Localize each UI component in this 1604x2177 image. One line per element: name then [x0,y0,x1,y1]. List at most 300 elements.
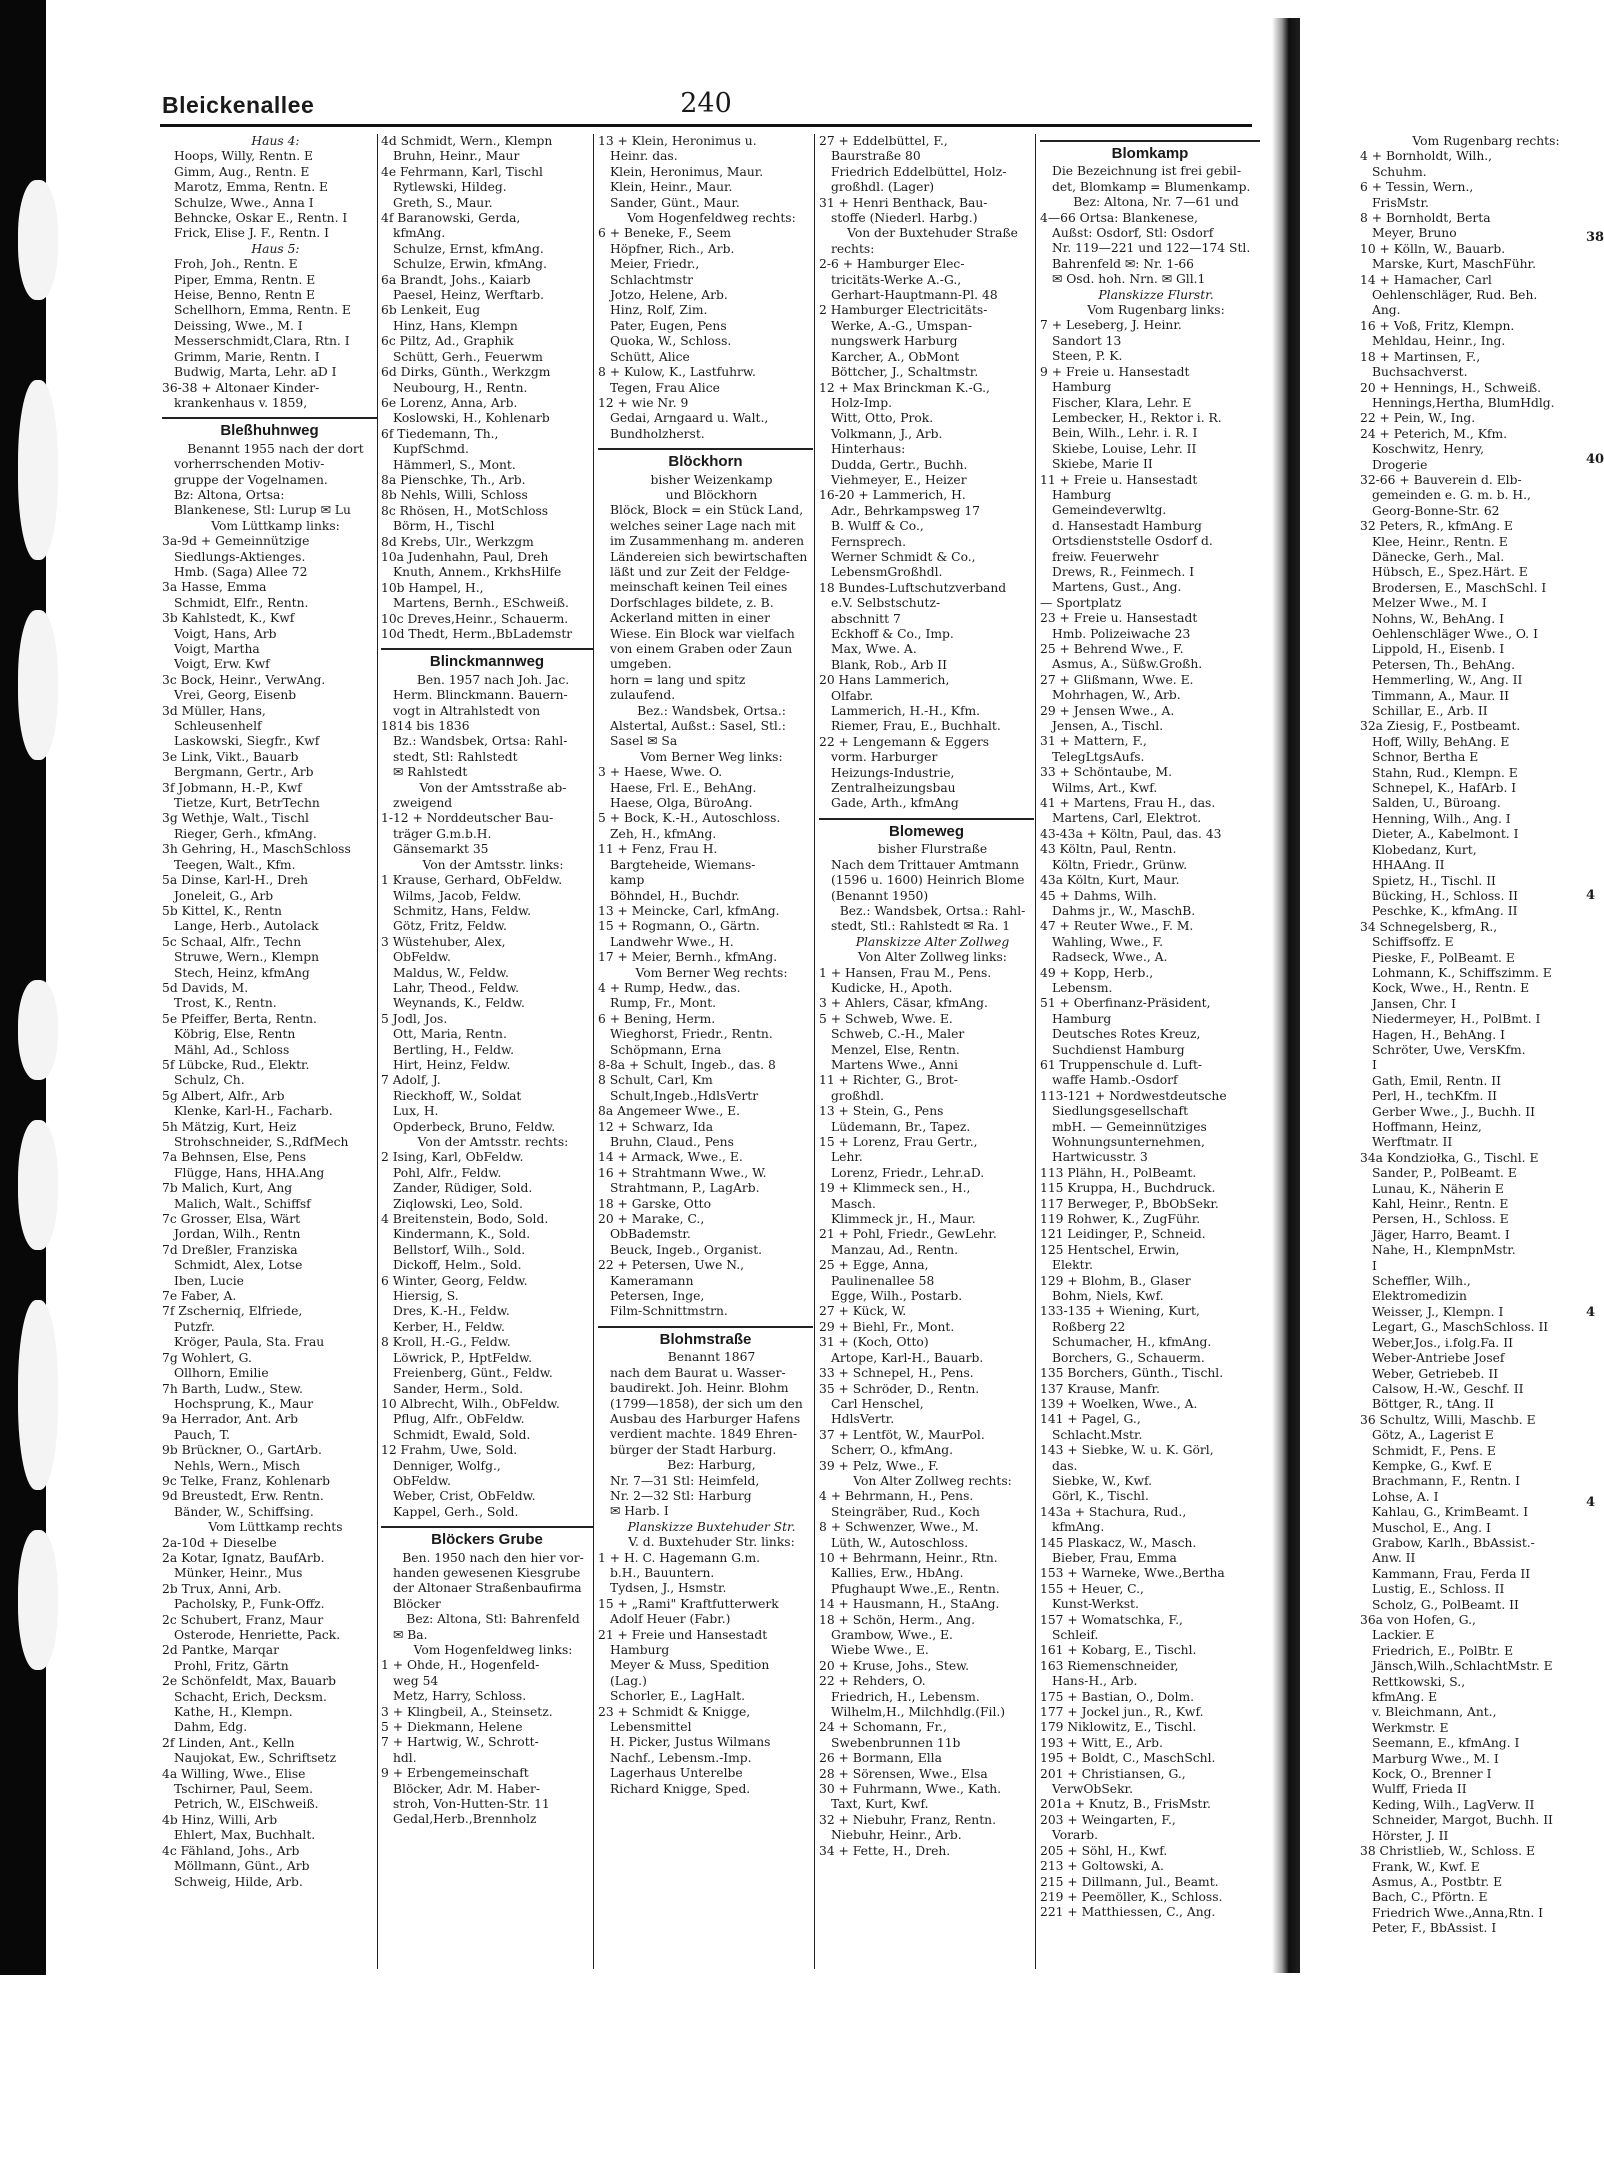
directory-entry: Sasel ✉ Sa [610,734,678,749]
directory-entry: 7a Behnsen, Else, Pens [162,1150,307,1165]
directory-entry: 8 + Bornholdt, Berta [1360,211,1491,226]
directory-entry: Eckhoff & Co., Imp. [831,627,954,641]
directory-entry: Köbrig, Else, Rentn [174,1027,296,1042]
book-gutter-shadow [1272,18,1300,1973]
directory-entry: Wiese. Ein Block war vielfach [610,626,795,641]
directory-entry: Bellstorf, Wilh., Sold. [393,1242,526,1257]
directory-entry: Schlacht.Mstr. [1052,1427,1143,1442]
directory-entry: 177 + Jockel jun., R., Kwf. [1040,1705,1204,1720]
directory-entry: 6a Brandt, Johs., Kaiarb [381,272,531,287]
directory-entry: Weber, Crist, ObFeldw. [393,1489,536,1504]
directory-entry: 25 + Behrend Wwe., F. [1040,642,1184,656]
column-divider [377,134,378,1969]
directory-entry: Schnor, Bertha E [1372,750,1479,765]
directory-entry: 27 + Glißmann, Wwe. E. [1040,672,1194,687]
directory-entry: Schuhm. [1372,164,1427,179]
directory-entry: 16 + Voß, Fritz, Klempn. [1360,318,1515,333]
directory-entry: 8a Pienschke, Th., Arb. [381,472,526,487]
directory-entry: 11 + Richter, G., Brot- [819,1073,958,1088]
directory-entry: Voigt, Martha [174,642,260,656]
directory-entry: Prohl, Fritz, Gärtn [174,1658,289,1673]
directory-entry: 143 + Siebke, W. u. K. Görl, [1040,1443,1214,1458]
directory-entry: Pohl, Alfr., Feldw. [393,1165,502,1180]
directory-entry: Vrei, Georg, Eisenb [174,688,297,703]
directory-entry: Schneider, Margot, Buchh. II [1372,1813,1553,1828]
directory-entry: 175 + Bastian, O., Dolm. [1040,1689,1195,1704]
directory-entry: Vom Hogenfeldweg links: [413,1643,573,1657]
directory-entry: Haese, Frl. E., BehAng. [610,780,757,795]
directory-entry: 30 + Fuhrmann, Wwe., Kath. [819,1782,1002,1797]
directory-entry: Wilms, Jacob, Feldw. [393,888,522,903]
directory-entry: 51 + Oberfinanz-Präsident, [1040,996,1211,1011]
directory-entry: Haus 5: [251,241,300,256]
directory-entry: Budwig, Marta, Lehr. aD I [174,365,337,380]
directory-entry: ObBademstr. [610,1227,691,1242]
directory-entry: Werftmatr. II [1372,1135,1453,1150]
directory-entry: Suchdienst Hamburg [1052,1042,1185,1057]
directory-entry: 5g Albert, Alfr., Arb [162,1088,285,1103]
directory-entry: 2a Kotar, Ignatz, BaufArb. [162,1550,325,1565]
directory-entry: Schweb, C.-H., Maler [831,1027,965,1042]
directory-entry: Osterode, Henriette, Pack. [174,1628,341,1642]
directory-entry: 10 Albrecht, Wilh., ObFeldw. [381,1396,560,1411]
directory-entry: Mähl, Ad., Schloss [174,1042,290,1057]
directory-entry: Bz.: Wandsbek, Ortsa: Rahl- [393,734,568,749]
directory-entry: Strohschneider, S.,RdfMech [174,1135,349,1149]
directory-entry: 5c Schaal, Alfr., Techn [162,934,302,949]
directory-entry: 6d Dirks, Günth., Werkzgm [381,365,551,380]
directory-entry: Von Alter Zollweg rechts: [853,1473,1012,1488]
directory-entry: Piper, Emma, Rentn. E [174,272,316,287]
directory-entry: 9c Telke, Franz, Kohlenarb [162,1473,330,1488]
directory-entry: Marburg Wwe., M. I [1372,1751,1499,1766]
directory-entry: Nr. 119—221 und 122—174 Stl. [1052,241,1251,256]
directory-entry: stroh, Von-Hutten-Str. 11 [393,1797,550,1812]
directory-entry: 2f Linden, Ant., Kelln [162,1735,295,1750]
directory-entry: Olfabr. [831,688,874,703]
directory-entry: Schütt, Alice [610,349,690,364]
directory-entry: baudirekt. Joh. Heinr. Blohm [610,1381,789,1396]
directory-entry: Hinz, Rolf, Zim. [610,303,708,318]
directory-entry: H. Picker, Justus Wilmans [610,1735,771,1750]
directory-entry: 7 + Leseberg, J. Heinr. [1040,318,1182,333]
directory-entry: Buchsachverst. [1372,365,1468,380]
directory-entry: 28 + Sörensen, Wwe., Elsa [819,1766,988,1781]
directory-entry: 10 + Kölln, W., Bauarb. [1360,241,1506,256]
directory-entry: Ben. 1957 nach Joh. Jac. [416,672,570,687]
directory-entry: 2-6 + Hamburger Elec- [819,257,965,272]
directory-entry: 195 + Boldt, C., MaschSchl. [1040,1751,1216,1766]
directory-entry: Heizungs-Industrie, [831,765,955,780]
directory-entry: Ausbau des Harburger Hafens [610,1411,801,1426]
directory-entry: Holz-Imp. [831,395,892,410]
directory-entry: 49 + Kopp, Herb., [1040,965,1154,980]
directory-entry: 1 + H. C. Hagemann G.m. [598,1550,761,1565]
directory-entry: Vom Berner Weg links: [640,749,783,764]
directory-entry: 18 + Schön, Herm., Ang. [819,1612,975,1627]
directory-entry: Jäger, Harro, Beamt. I [1372,1227,1510,1242]
directory-entry: Schulze, Erwin, kfmAng. [393,257,547,272]
directory-entry: Blöcker [393,1596,441,1611]
directory-entry: 7 + Hartwig, W., Schrott- [381,1735,539,1750]
directory-entry: 3 Wüstehuber, Alex, [381,934,506,949]
directory-entry: Ollhorn, Emilie [174,1366,269,1381]
directory-entry: Bein, Wilh., Lehr. i. R. I [1052,426,1198,441]
directory-entry: 4c Fähland, Johs., Arb [162,1843,300,1858]
directory-entry: Blöck, Block = ein Stück Land, [610,503,804,518]
directory-entry: Hartwicusstr. 3 [1052,1150,1148,1165]
directory-entry: Wiebe Wwe., E. [831,1643,929,1658]
directory-entry: Bieber, Frau, Emma [1052,1550,1177,1565]
directory-entry: Böttger, R., tAng. II [1372,1397,1494,1412]
directory-entry: Dieter, A., Kabelmont. I [1372,827,1519,842]
directory-entry: Benannt 1867 [667,1350,756,1365]
directory-entry: 7e Faber, A. [162,1289,237,1304]
directory-entry: (Benannt 1950) [831,888,929,903]
directory-entry: Struwe, Wern., Klempn [174,950,320,965]
directory-entry: 45 + Dahms, Wilh. [1040,888,1157,903]
directory-entry: Bohm, Niels, Kwf. [1052,1289,1164,1304]
directory-entry: Vorarb. [1052,1828,1099,1843]
directory-entry: 215 + Dillmann, Jul., Beamt. [1040,1874,1219,1889]
directory-entry: 32a Ziesig, F., Postbeamt. [1360,719,1521,734]
directory-entry: Jänsch,Wilh.,SchlachtMstr. E [1372,1659,1553,1674]
directory-entry: 6 + Bening, Herm. [598,1011,716,1026]
directory-entry: bisher Weizenkamp [650,472,773,487]
directory-entry: Bergmann, Gertr., Arb [174,765,314,780]
street-heading: Blomkamp [1040,140,1260,161]
directory-entry: Landwehr Wwe., H. [610,934,734,949]
directory-entry: kfmAng. [1052,1520,1105,1535]
directory-entry: Alstertal, Außst.: Sasel, Stl.: [610,719,786,734]
directory-entry: 36a von Hofen, G., [1360,1613,1476,1627]
directory-entry: Hennings,Hertha, BlumHdlg. [1372,395,1555,410]
directory-entry: 4b Hinz, Willi, Arb [162,1812,278,1827]
directory-entry: Ott, Maria, Rentn. [393,1027,507,1042]
directory-entry: 6 + Tessin, Wern., [1360,180,1474,195]
directory-entry: 14 + Armack, Wwe., E. [598,1150,743,1165]
directory-entry: im Zusammenhang m. anderen [610,534,805,549]
directory-entry: Baurstraße 80 [831,149,921,164]
directory-entry: Bruhn, Claud., Pens [610,1135,734,1149]
next-page-column [1360,134,1600,1974]
directory-entry: Die Bezeichnung ist frei gebil- [1052,164,1242,179]
directory-entry: Jotzo, Helene, Arb. [610,288,728,303]
directory-entry: 2c Schubert, Franz, Maur [162,1612,324,1627]
directory-entry: Dres, K.-H., Feldw. [393,1304,510,1319]
directory-entry: 203 + Weingarten, F., [1040,1812,1176,1827]
directory-entry: Schlachtmstr [610,272,694,287]
directory-entry: Meyer, Bruno [1372,226,1457,241]
directory-entry: Hoops, Willy, Rentn. E [174,149,313,164]
directory-entry: Gänsemarkt 35 [393,842,489,857]
directory-entry: Bz: Altona, Ortsa: [174,487,285,502]
directory-entry: 2b Trux, Anni, Arb. [162,1581,282,1596]
directory-entry: 141 + Pagel, G., [1040,1412,1141,1427]
directory-entry: gemeinden e. G. m. b. H., [1372,488,1531,503]
directory-entry: Riemer, Frau, E., Buchhalt. [831,719,1001,734]
directory-entry: ObFeldw. [393,950,451,965]
directory-entry: handen gewesenen Kiesgrube [393,1565,581,1580]
directory-entry: 13 + Klein, Heronimus u. [598,134,757,148]
directory-entry: Max, Wwe. A. [831,642,917,657]
directory-entry: Skiebe, Louise, Lehr. II [1052,441,1197,456]
directory-entry: Oehlenschläger, Rud. Beh. [1372,288,1538,303]
directory-entry: Lorenz, Friedr., Lehr.aD. [831,1165,985,1180]
directory-entry: Elektromedizin [1372,1289,1467,1304]
directory-entry: 157 + Womatschka, F., [1040,1612,1183,1627]
directory-entry: Nohns, W., BehAng. I [1372,611,1504,626]
directory-entry: 113-121 + Nordwestdeutsche [1040,1088,1227,1103]
directory-entry: Wilms, Art., Kwf. [1052,780,1158,795]
directory-entry: 5a Dinse, Karl-H., Dreh [162,873,309,888]
directory-entry: 22 + Petersen, Uwe N., [598,1258,745,1273]
directory-entry: Rettkowski, S., [1372,1674,1466,1689]
directory-entry: 219 + Peemöller, K., Schloss. [1040,1889,1223,1904]
directory-entry: nach dem Baurat u. Wasser- [610,1365,786,1380]
directory-entry: 11 + Fenz, Frau H. [598,842,718,857]
directory-entry: 1814 bis 1836 [381,719,470,734]
directory-entry: 9 + Erbengemeinschaft [381,1766,529,1781]
directory-entry: Weynands, K., Feldw. [393,996,525,1011]
directory-entry: Artope, Karl-H., Bauarb. [831,1350,984,1365]
directory-entry: 115 Kruppa, H., Buchdruck. [1040,1181,1216,1196]
directory-entry: 137 Krause, Manfr. [1040,1381,1160,1396]
directory-entry: Radseck, Wwe., A. [1052,950,1168,965]
directory-entry: Bundholzherst. [610,426,705,441]
directory-entry: Zander, Rüdiger, Sold. [393,1181,533,1196]
directory-entry: Perl, H., techKfm. II [1372,1089,1498,1104]
directory-entry: Schacht, Erich, Decksm. [174,1689,327,1704]
directory-entry: Schmitz, Hans, Feldw. [393,903,532,918]
directory-entry: 8-8a + Schult, Ingeb., das. 8 [598,1057,776,1072]
directory-entry: Hochsprung, K., Maur [174,1396,314,1411]
directory-entry: 20 + Kruse, Johs., Stew. [819,1658,970,1673]
directory-entry: stedt, Stl: Rahlstedt [393,749,518,764]
directory-entry: 3d Müller, Hans, [162,703,266,718]
directory-entry: Dahms jr., W., MaschB. [1052,903,1196,918]
directory-entry: Görl, K., Tischl. [1052,1489,1149,1504]
directory-entry: 41 + Martens, Frau H., das. [1040,796,1216,811]
directory-entry: Meyer & Muss, Spedition [610,1658,770,1673]
directory-entry: Maldus, W., Feldw. [393,965,509,980]
directory-entry: Frick, Elise J. F., Rentn. I [174,226,329,241]
directory-entry: Anw. II [1372,1551,1416,1566]
directory-entry: Lunau, K., Näherin E [1372,1181,1504,1196]
directory-entry: Schmidt, Elfr., Rentn. [174,595,309,610]
directory-entry: Schweig, Hilde, Arb. [174,1874,303,1889]
directory-entry: Lüdemann, Br., Tapez. [831,1119,971,1134]
directory-entry: Schütt, Gerh., Feuerwm [393,349,543,364]
directory-entry: und Blöckhorn [665,487,758,502]
directory-entry: bisher Flurstraße [877,842,988,857]
directory-entry: Von der Amtsstr. links: [422,857,564,872]
directory-entry: Jansen, Chr. I [1372,996,1457,1011]
directory-entry: Lebensm. [1052,980,1113,995]
directory-entry: Seemann, E., kfmAng. I [1372,1736,1520,1751]
directory-entry: 3h Gehring, H., MaschSchloss [162,842,351,857]
directory-entry: Friedrich, H., Lebensm. [831,1689,980,1704]
directory-entry: 20 + Marake, C., [598,1212,705,1227]
directory-entry: 7b Malich, Kurt, Ang [162,1181,293,1196]
directory-entry: Herm. Blinckmann. Bauern- [393,688,568,703]
directory-entry: Persen, H., Schloss. E [1372,1212,1509,1227]
directory-entry: Kindermann, K., Sold. [393,1227,531,1242]
directory-entry: umgeben. [610,657,672,672]
directory-entry: 34a Kondziołka, G., Tischl. E [1360,1150,1539,1165]
directory-entry: das. [1052,1458,1078,1473]
directory-entry: 7 Adolf, J. [381,1073,441,1088]
directory-entry: Richard Knigge, Sped. [610,1781,751,1796]
directory-entry: 34 + Fette, H., Dreh. [819,1843,951,1858]
directory-entry: Schiffsoffz. E [1372,935,1454,950]
margin-number: 4 [1586,1305,1596,1320]
directory-entry: 3e Link, Vikt., Bauarb [162,749,299,764]
directory-entry: Froh, Joh., Rentn. E [174,257,298,272]
directory-entry: Schillar, E., Arb. II [1372,704,1488,719]
directory-entry: Kahl, Heinr., Rentn. E [1372,1197,1509,1212]
directory-entry: Dickoff, Helm., Sold. [393,1258,522,1273]
directory-entry: 9a Herrador, Ant. Arb [162,1412,298,1427]
directory-entry: 1 + Hansen, Frau M., Pens. [819,965,992,980]
directory-entry: 22 + Pein, W., Ing. [1360,411,1476,426]
directory-column-3 [598,134,813,1974]
directory-entry: Scheffler, Wilh., [1372,1274,1471,1289]
directory-entry: 8c Rhösen, H., MotSchloss [381,503,549,518]
directory-entry: Münker, Heinr., Mus [174,1566,303,1581]
directory-entry: Hans-H., Arb. [1052,1674,1138,1689]
directory-entry: Peschke, K., kfmAng. II [1372,904,1518,919]
directory-entry: Georg-Bonne-Str. 62 [1372,503,1500,518]
directory-entry: 33 + Schöntaube, M. [1040,765,1172,780]
directory-entry: Egge, Wilh., Postarb. [831,1289,963,1304]
directory-entry: Jensen, A., Tischl. [1052,719,1164,734]
directory-entry: 19 + Klimmeck sen., H., [819,1181,971,1196]
directory-entry: 23 + Schmidt & Knigge, [598,1704,751,1719]
directory-entry: Planskizze Buxtehuder Str. [627,1519,796,1534]
directory-entry: 1 Krause, Gerhard, ObFeldw. [381,873,563,888]
directory-entry: Fischer, Klara, Lehr. E [1052,395,1192,410]
directory-entry: Borchers, G., Schauerm. [1052,1350,1205,1365]
directory-entry: Pfughaupt Wwe.,E., Rentn. [831,1581,1000,1596]
directory-entry: 15 + Lorenz, Frau Gertr., [819,1135,978,1149]
directory-entry: Martens, Bernh., ESchweiß. [393,596,569,611]
directory-entry: Pauch, T. [174,1427,230,1442]
directory-entry: 3 + Haese, Wwe. O. [598,765,723,780]
directory-entry: Stahn, Rud., Klempn. E [1372,765,1518,780]
directory-entry: Neubourg, H., Rentn. [393,380,528,395]
directory-entry: Bez.: Wandsbek, Ortsa.: Rahl- [839,903,1026,918]
street-heading: Blöckers Grube [381,1526,593,1547]
directory-entry: Vom Rugenbarg rechts: [1412,134,1560,148]
directory-entry: Grabow, Karlh., BbAssist.- [1372,1535,1535,1550]
directory-column-2 [381,134,593,1974]
directory-entry: 205 + Söhl, H., Kwf. [1040,1843,1168,1858]
directory-entry: Vom Hogenfeldweg rechts: [627,211,796,226]
directory-entry: Behncke, Oskar E., Rentn. I [174,211,348,226]
directory-entry: Bez: Altona, Nr. 7—61 und [1073,195,1239,210]
directory-entry: Paulinenallee 58 [831,1273,935,1288]
directory-entry: Martens, Gust., Ang. [1052,580,1182,595]
directory-entry: Petrich, W., ElSchweiß. [174,1797,319,1812]
directory-entry: 155 + Heuer, C., [1040,1581,1144,1596]
directory-entry: 4f Baranowski, Gerda, [381,211,521,226]
directory-entry: 12 + wie Nr. 9 [598,395,689,410]
directory-entry: 20 Hans Lammerich, [819,673,950,688]
directory-entry: Börm, H., Tischl [393,519,495,534]
directory-entry: 6b Lenkeit, Eug [381,303,481,318]
directory-entry: Lohse, A. I [1372,1489,1439,1504]
directory-entry: Wilhelm,H., Milchhdlg.(Fil.) [831,1705,1006,1720]
directory-entry: welches seiner Lage nach mit [610,518,796,533]
directory-entry: 15 + „Rami" Kraftfutterwerk [598,1596,779,1611]
directory-entry: Schnepel, K., HafArb. I [1372,781,1517,796]
directory-entry: Pacholsky, P., Funk-Offz. [174,1597,325,1612]
margin-number: 38 [1586,230,1604,245]
directory-entry: 6 Winter, Georg, Feldw. [381,1273,528,1288]
directory-entry: d. Hansestadt Hamburg [1052,518,1202,533]
directory-entry: Siebke, W., Kwf. [1052,1473,1153,1488]
directory-entry: Lohmann, K., Schiffszimm. E [1372,965,1552,980]
page-number: 240 [680,88,732,119]
directory-entry: 8 Schult, Carl, Km [598,1073,713,1088]
directory-entry: Bargteheide, Wiemans- [610,857,756,872]
directory-entry: Frank, W., Kwf. E [1372,1859,1480,1874]
directory-entry: Götz, A., Lagerist E [1372,1428,1494,1443]
directory-entry: Hiersig, S. [393,1289,459,1304]
directory-entry: Steingräber, Rud., Koch [831,1504,980,1519]
directory-entry: 4d Schmidt, Wern., Klempn [381,134,553,148]
directory-entry: Haese, Olga, BüroAng. [610,796,753,811]
directory-entry: Adr., Behrkampsweg 17 [831,503,980,518]
directory-entry: Dänecke, Gerh., Mal. [1372,549,1505,564]
directory-entry: 14 + Hamacher, Carl [1360,272,1492,287]
directory-entry: 2e Schönfeldt, Max, Bauarb [162,1674,336,1689]
directory-entry: 17 + Meier, Bernh., kfmAng. [598,950,778,965]
directory-entry: Gimm, Aug., Rentn. E [174,164,310,179]
directory-entry: B. Wulff & Co., [831,519,924,534]
directory-entry: Malich, Walt., Schiffsf [174,1196,311,1211]
directory-entry: Muschol, E., Ang. I [1372,1520,1491,1535]
directory-entry: 31 + (Koch, Otto) [819,1335,929,1350]
directory-entry: 153 + Warneke, Wwe.,Bertha [1040,1566,1225,1581]
directory-column-1 [162,134,377,1974]
directory-entry: 4a Willing, Wwe., Elise [162,1766,306,1781]
directory-entry: Laskowski, Siegfr., Kwf [174,734,320,749]
street-heading: Blöckhorn [598,448,813,469]
directory-entry: großhdl. (Lager) [831,180,935,195]
directory-entry: 4e Fehrmann, Karl, Tischl [381,164,543,179]
directory-entry: Deutsches Rotes Kreuz, [1052,1027,1201,1042]
directory-entry: 135 Borchers, Günth., Tischl. [1040,1366,1224,1381]
directory-entry: Sander, Herm., Sold. [393,1381,523,1396]
directory-column-4 [819,134,1034,1974]
directory-entry: Carl Henschel, [831,1396,924,1411]
directory-entry: Klobedanz, Kurt, [1372,842,1477,857]
margin-number: 4 [1586,1495,1596,1510]
directory-entry: 39 + Pelz, Wwe., F. [819,1458,939,1473]
directory-entry: 7g Wohlert, G. [162,1350,252,1365]
directory-entry: Sander, Günt., Maur. [610,195,740,210]
directory-entry: Koschwitz, Henry, [1372,442,1485,457]
directory-entry: Hörster, J. II [1372,1828,1449,1843]
directory-entry: 10 + Behrmann, Heinr., Rtn. [819,1550,998,1565]
directory-entry: Lüth, W., Autoschloss. [831,1535,969,1550]
directory-entry: 2 Ising, Karl, ObFeldw. [381,1150,524,1165]
directory-entry: Ehlert, Max, Buchhalt. [174,1828,316,1843]
directory-entry: Kempke, G., Kwf. E [1372,1458,1492,1473]
directory-entry: Weber,Jos., i.folg.Fa. II [1372,1335,1513,1350]
